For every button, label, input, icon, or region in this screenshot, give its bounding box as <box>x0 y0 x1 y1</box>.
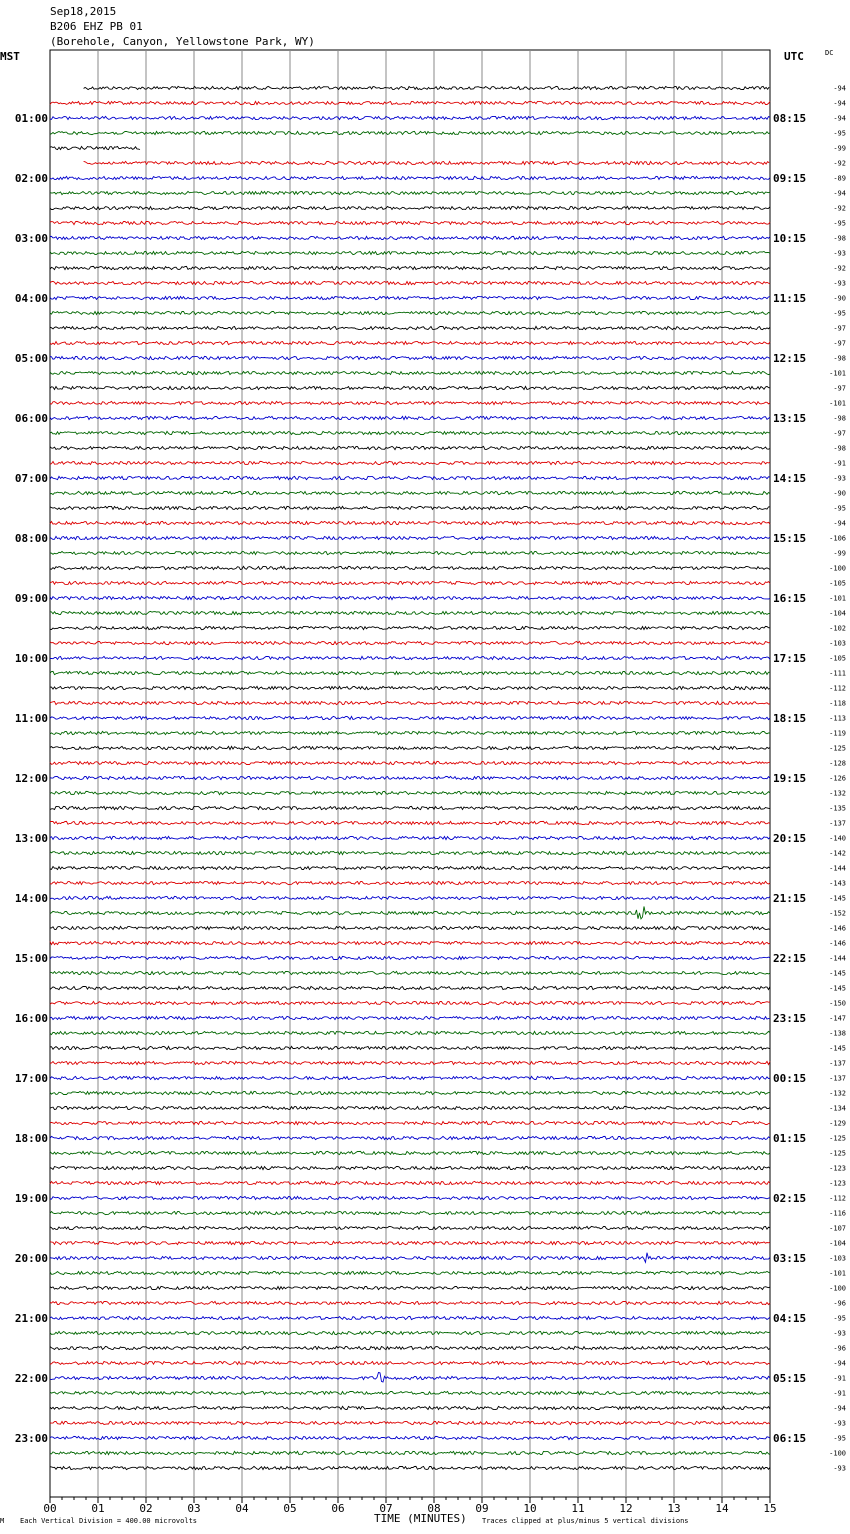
dc-offset-label: -145 <box>829 969 846 978</box>
dc-offset-label: -90 <box>833 489 846 498</box>
dc-offset-label: -113 <box>829 714 846 723</box>
trace-64 <box>50 1046 770 1049</box>
dc-offset-label: -104 <box>829 609 846 618</box>
x-tick-label: 09 <box>475 1502 489 1515</box>
trace-47 <box>50 791 770 794</box>
mst-hour-label: 02:00 <box>14 172 48 185</box>
utc-hour-label: 13:15 <box>773 412 807 425</box>
trace-43 <box>50 731 770 734</box>
mst-hour-label: 04:00 <box>14 292 48 305</box>
trace-12 <box>50 266 770 269</box>
dc-offset-label: -99 <box>833 144 846 153</box>
dc-offset-label: -93 <box>833 1329 846 1338</box>
dc-offset-label: -145 <box>829 984 846 993</box>
trace-80 <box>50 1286 770 1289</box>
dc-offset-label: -125 <box>829 744 846 753</box>
station-code: B206 EHZ PB 01 <box>50 20 143 33</box>
trace-70 <box>50 1136 770 1139</box>
mst-hour-label: 19:00 <box>14 1192 48 1205</box>
x-tick-label: 11 <box>571 1502 585 1515</box>
trace-75 <box>50 1211 770 1214</box>
x-tick-label: 13 <box>667 1502 681 1515</box>
trace-50 <box>50 836 770 839</box>
utc-hour-label: 00:15 <box>773 1072 807 1085</box>
x-tick-label: 07 <box>379 1502 393 1515</box>
dc-offset-label: -106 <box>829 534 846 543</box>
mst-hour-label: 06:00 <box>14 412 48 425</box>
utc-hour-label: 02:15 <box>773 1192 807 1205</box>
dc-offset-label: -97 <box>833 384 846 393</box>
dc-offset-label: -100 <box>829 564 846 573</box>
trace-2 <box>50 116 770 119</box>
trace-91 <box>50 1451 770 1454</box>
x-tick-label: 04 <box>235 1502 249 1515</box>
trace-82 <box>50 1316 770 1319</box>
trace-60 <box>50 986 770 989</box>
dc-offset-label: -126 <box>829 774 846 783</box>
trace-65 <box>50 1061 770 1064</box>
trace-51 <box>50 851 770 854</box>
utc-hour-label: 06:15 <box>773 1432 807 1445</box>
dc-offset-label: -95 <box>833 309 846 318</box>
dc-offset-label: -90 <box>833 294 846 303</box>
dc-offset-label: -95 <box>833 504 846 513</box>
mst-hour-label: 08:00 <box>14 532 48 545</box>
trace-39 <box>50 671 770 674</box>
trace-14 <box>50 296 770 299</box>
trace-13 <box>50 281 770 284</box>
dc-offset-label: -94 <box>833 189 846 198</box>
dc-offset-label: -94 <box>833 114 846 123</box>
dc-offset-label: -91 <box>833 1374 846 1383</box>
utc-hour-label: 10:15 <box>773 232 807 245</box>
trace-74 <box>50 1196 770 1199</box>
dc-offset-label: -111 <box>829 669 846 678</box>
mst-hour-label: 16:00 <box>14 1012 48 1025</box>
dc-offset-label: -146 <box>829 939 846 948</box>
mst-hour-label: 21:00 <box>14 1312 48 1325</box>
dc-offset-label: -125 <box>829 1134 846 1143</box>
dc-label: DC <box>825 49 834 57</box>
dc-offset-label: -128 <box>829 759 846 768</box>
trace-48 <box>50 806 770 809</box>
dc-offset-label: -123 <box>829 1179 846 1188</box>
mst-hour-label: 07:00 <box>14 472 48 485</box>
trace-36 <box>50 626 770 629</box>
dc-offset-label: -134 <box>829 1104 846 1113</box>
trace-56 <box>50 926 770 929</box>
trace-76 <box>50 1226 770 1229</box>
dc-offset-label: -95 <box>833 219 846 228</box>
trace-7 <box>50 191 770 194</box>
dc-offset-label: -142 <box>829 849 846 858</box>
trace-5 <box>84 161 770 164</box>
dc-offset-label: -97 <box>833 429 846 438</box>
dc-offset-label: -93 <box>833 249 846 258</box>
dc-offset-label: -146 <box>829 924 846 933</box>
dc-offset-label: -98 <box>833 414 846 423</box>
trace-33 <box>50 581 770 584</box>
dc-offset-label: -93 <box>833 1419 846 1428</box>
utc-hour-label: 09:15 <box>773 172 807 185</box>
corner-mark: M <box>0 1517 5 1525</box>
dc-offset-label: -147 <box>829 1014 846 1023</box>
trace-69 <box>50 1121 770 1124</box>
trace-4 <box>50 147 140 150</box>
trace-54 <box>50 896 770 899</box>
mst-hour-label: 13:00 <box>14 832 48 845</box>
trace-29 <box>50 521 770 524</box>
utc-hour-label: 01:15 <box>773 1132 807 1145</box>
trace-63 <box>50 1031 770 1034</box>
trace-30 <box>50 536 770 539</box>
dc-offset-label: -92 <box>833 264 846 273</box>
mst-hour-label: 23:00 <box>14 1432 48 1445</box>
dc-offset-label: -94 <box>833 84 846 93</box>
dc-offset-label: -137 <box>829 1074 846 1083</box>
trace-84 <box>50 1346 770 1349</box>
trace-85 <box>50 1361 770 1364</box>
trace-0 <box>84 86 770 89</box>
trace-9 <box>50 221 770 224</box>
dc-offset-label: -144 <box>829 954 846 963</box>
trace-38 <box>50 656 770 659</box>
dc-offset-label: -104 <box>829 1239 846 1248</box>
x-tick-label: 00 <box>43 1502 57 1515</box>
trace-41 <box>50 701 770 704</box>
trace-59 <box>50 971 770 974</box>
dc-offset-label: -89 <box>833 174 846 183</box>
dc-offset-label: -95 <box>833 129 846 138</box>
trace-32 <box>50 566 770 569</box>
dc-offset-label: -98 <box>833 354 846 363</box>
utc-hour-label: 22:15 <box>773 952 807 965</box>
dc-offset-label: -150 <box>829 999 846 1008</box>
dc-offset-label: -140 <box>829 834 846 843</box>
dc-offset-label: -119 <box>829 729 846 738</box>
dc-offset-label: -97 <box>833 324 846 333</box>
dc-offset-label: -103 <box>829 1254 846 1263</box>
mst-hour-label: 03:00 <box>14 232 48 245</box>
utc-hour-label: 04:15 <box>773 1312 807 1325</box>
dc-offset-label: -101 <box>829 369 846 378</box>
dc-offset-label: -99 <box>833 549 846 558</box>
dc-offset-label: -96 <box>833 1299 846 1308</box>
trace-44 <box>50 746 770 749</box>
dc-offset-label: -129 <box>829 1119 846 1128</box>
dc-offset-label: -102 <box>829 624 846 633</box>
trace-26 <box>50 476 770 479</box>
dc-offset-label: -96 <box>833 1344 846 1353</box>
trace-46 <box>50 776 770 779</box>
mst-hour-label: 10:00 <box>14 652 48 665</box>
dc-offset-label: -93 <box>833 279 846 288</box>
trace-42 <box>50 716 770 719</box>
mst-hour-label: 09:00 <box>14 592 48 605</box>
trace-86 <box>50 1372 770 1382</box>
utc-hour-label: 19:15 <box>773 772 807 785</box>
trace-20 <box>50 386 770 389</box>
utc-hour-label: 14:15 <box>773 472 807 485</box>
dc-offset-label: -97 <box>833 339 846 348</box>
x-axis-title: TIME (MINUTES) <box>374 1512 467 1525</box>
trace-92 <box>50 1466 770 1469</box>
trace-27 <box>50 491 770 494</box>
trace-16 <box>50 326 770 329</box>
scale-note: Each Vertical Division = 400.00 microvolts <box>20 1517 198 1525</box>
utc-hour-label: 11:15 <box>773 292 807 305</box>
trace-31 <box>50 551 770 554</box>
dc-offset-label: -101 <box>829 399 846 408</box>
dc-offset-label: -101 <box>829 1269 846 1278</box>
trace-53 <box>50 881 770 884</box>
trace-83 <box>50 1331 770 1334</box>
dc-offset-label: -93 <box>833 474 846 483</box>
dc-offset-label: -93 <box>833 1464 846 1473</box>
dc-offset-label: -95 <box>833 1314 846 1323</box>
dc-offset-label: -91 <box>833 459 846 468</box>
utc-hour-label: 20:15 <box>773 832 807 845</box>
trace-22 <box>50 416 770 419</box>
chart-date: Sep18,2015 <box>50 5 117 18</box>
trace-23 <box>50 431 770 434</box>
trace-61 <box>50 1001 770 1004</box>
trace-25 <box>50 461 770 464</box>
trace-87 <box>50 1391 770 1394</box>
trace-58 <box>50 956 770 959</box>
dc-offset-label: -145 <box>829 894 846 903</box>
trace-81 <box>50 1301 770 1304</box>
dc-offset-label: -105 <box>829 579 846 588</box>
clip-note: Traces clipped at plus/minus 5 vertical divisions <box>482 1517 689 1525</box>
trace-11 <box>50 251 770 254</box>
dc-offset-label: -91 <box>833 1389 846 1398</box>
trace-8 <box>50 206 770 209</box>
trace-28 <box>50 506 770 509</box>
dc-offset-label: -105 <box>829 654 846 663</box>
mst-hour-label: 12:00 <box>14 772 48 785</box>
x-tick-label: 15 <box>763 1502 777 1515</box>
dc-offset-label: -112 <box>829 1194 846 1203</box>
dc-offset-label: -143 <box>829 879 846 888</box>
trace-15 <box>50 311 770 314</box>
trace-1 <box>50 101 770 104</box>
trace-55 <box>50 907 770 919</box>
dc-offset-label: -152 <box>829 909 846 918</box>
utc-hour-label: 08:15 <box>773 112 807 125</box>
trace-77 <box>50 1241 770 1244</box>
trace-71 <box>50 1151 770 1154</box>
mst-hour-label: 11:00 <box>14 712 48 725</box>
trace-67 <box>50 1091 770 1094</box>
mst-hour-label: 18:00 <box>14 1132 48 1145</box>
x-tick-label: 05 <box>283 1502 297 1515</box>
mst-hour-label: 15:00 <box>14 952 48 965</box>
mst-label: MST <box>0 50 20 63</box>
trace-68 <box>50 1106 770 1109</box>
x-tick-label: 02 <box>139 1502 153 1515</box>
trace-3 <box>50 131 770 134</box>
x-tick-label: 14 <box>715 1502 729 1515</box>
dc-offset-label: -137 <box>829 819 846 828</box>
dc-offset-label: -112 <box>829 684 846 693</box>
trace-49 <box>50 821 770 824</box>
utc-hour-label: 03:15 <box>773 1252 807 1265</box>
dc-offset-label: -95 <box>833 1434 846 1443</box>
trace-79 <box>50 1271 770 1274</box>
dc-offset-label: -94 <box>833 1359 846 1368</box>
utc-hour-label: 16:15 <box>773 592 807 605</box>
dc-offset-label: -116 <box>829 1209 846 1218</box>
trace-66 <box>50 1076 770 1079</box>
trace-24 <box>50 446 770 449</box>
trace-37 <box>50 641 770 644</box>
trace-21 <box>50 401 770 404</box>
dc-offset-label: -145 <box>829 1044 846 1053</box>
trace-88 <box>50 1406 770 1409</box>
x-tick-label: 03 <box>187 1502 201 1515</box>
dc-offset-label: -98 <box>833 234 846 243</box>
dc-offset-label: -100 <box>829 1284 846 1293</box>
dc-offset-label: -125 <box>829 1149 846 1158</box>
mst-hour-label: 17:00 <box>14 1072 48 1085</box>
dc-offset-label: -107 <box>829 1224 846 1233</box>
station-location: (Borehole, Canyon, Yellowstone Park, WY) <box>50 35 315 48</box>
dc-offset-label: -92 <box>833 159 846 168</box>
utc-hour-label: 17:15 <box>773 652 807 665</box>
mst-hour-label: 22:00 <box>14 1372 48 1385</box>
trace-90 <box>50 1436 770 1439</box>
dc-offset-label: -144 <box>829 864 846 873</box>
dc-offset-label: -132 <box>829 1089 846 1098</box>
trace-57 <box>50 941 770 944</box>
dc-offset-label: -94 <box>833 519 846 528</box>
dc-offset-label: -138 <box>829 1029 846 1038</box>
dc-offset-label: -132 <box>829 789 846 798</box>
x-tick-label: 10 <box>523 1502 537 1515</box>
mst-hour-label: 05:00 <box>14 352 48 365</box>
dc-offset-label: -98 <box>833 444 846 453</box>
dc-offset-label: -92 <box>833 204 846 213</box>
x-tick-label: 12 <box>619 1502 633 1515</box>
utc-hour-label: 05:15 <box>773 1372 807 1385</box>
dc-offset-label: -94 <box>833 99 846 108</box>
utc-hour-label: 15:15 <box>773 532 807 545</box>
dc-offset-label: -137 <box>829 1059 846 1068</box>
dc-offset-label: -94 <box>833 1404 846 1413</box>
trace-62 <box>50 1016 770 1019</box>
trace-6 <box>50 176 770 179</box>
x-tick-label: 08 <box>427 1502 441 1515</box>
trace-72 <box>50 1166 770 1169</box>
trace-40 <box>50 686 770 689</box>
mst-hour-label: 14:00 <box>14 892 48 905</box>
dc-offset-label: -118 <box>829 699 846 708</box>
trace-18 <box>50 356 770 359</box>
trace-73 <box>50 1181 770 1184</box>
trace-89 <box>50 1421 770 1424</box>
dc-offset-label: -101 <box>829 594 846 603</box>
utc-hour-label: 21:15 <box>773 892 807 905</box>
trace-34 <box>50 596 770 599</box>
mst-hour-label: 20:00 <box>14 1252 48 1265</box>
trace-45 <box>50 761 770 764</box>
dc-offset-label: -123 <box>829 1164 846 1173</box>
x-tick-label: 06 <box>331 1502 345 1515</box>
trace-10 <box>50 236 770 239</box>
mst-hour-label: 01:00 <box>14 112 48 125</box>
trace-19 <box>50 371 770 374</box>
dc-offset-label: -135 <box>829 804 846 813</box>
utc-label: UTC <box>784 50 804 63</box>
utc-hour-label: 23:15 <box>773 1012 807 1025</box>
utc-hour-label: 18:15 <box>773 712 807 725</box>
dc-offset-label: -103 <box>829 639 846 648</box>
trace-35 <box>50 611 770 614</box>
trace-17 <box>50 341 770 344</box>
x-tick-label: 01 <box>91 1502 105 1515</box>
trace-78 <box>50 1253 770 1263</box>
utc-hour-label: 12:15 <box>773 352 807 365</box>
dc-offset-label: -100 <box>829 1449 846 1458</box>
trace-52 <box>50 866 770 869</box>
